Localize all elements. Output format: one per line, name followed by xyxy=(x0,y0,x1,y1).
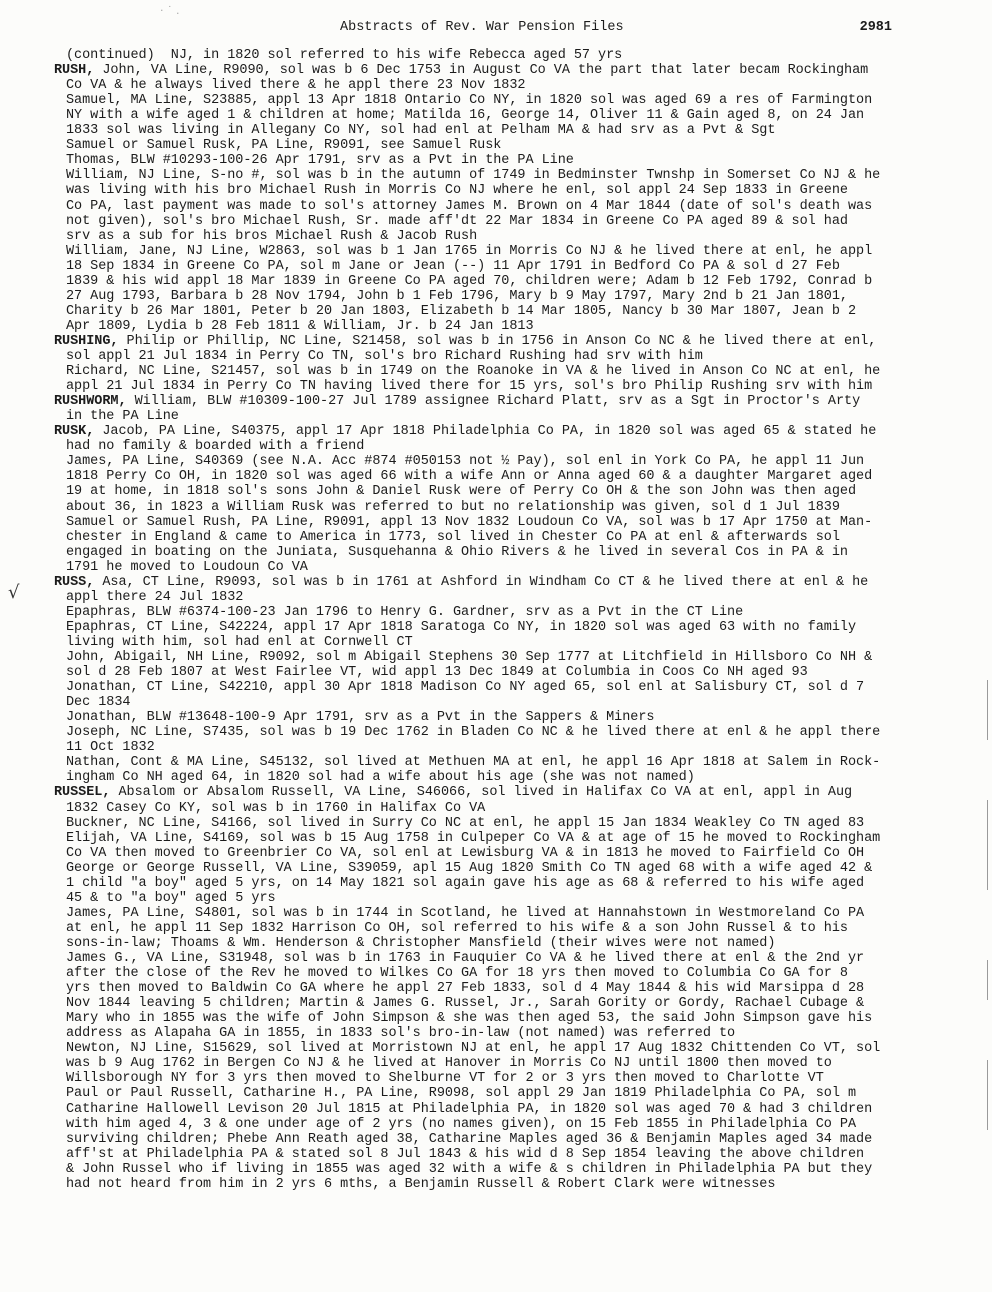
entry-text: Samuel, MA Line, S23885, appl 13 Apr 1818 Ontario Co NY, in 1820 sol was aged 69 a res of Farmington xyxy=(66,93,873,109)
entry-heading-line xyxy=(54,394,860,409)
entry-text: 1818 Perry Co OH, in 1820 sol was aged 66 with a wife Ann or Anna aged 60 & a daughter Margaret aged xyxy=(66,469,873,485)
entry-text-line xyxy=(66,1177,775,1192)
entry-text-line xyxy=(66,695,131,710)
entry-text: Philip or Phillip, NC Line, S21458, sol was b in 1756 in Anson Co NC & he lived there at enl, xyxy=(118,333,877,349)
entry-text-line xyxy=(66,153,574,168)
entry-text-line xyxy=(66,1117,856,1132)
entry-text: not given), sol's bro Michael Rush, Sr. made aff'dt 22 Mar 1834 in Greene Co PA aged 89 & sol had xyxy=(66,213,848,229)
entry-text: William, NJ Line, S-no #, sol was b in the autumn of 1749 in Bedminster Twnshp in Somerset Co NJ & he xyxy=(66,168,881,184)
entry-text-line xyxy=(66,289,848,304)
entry-surname: RUSSEL, xyxy=(54,785,111,801)
entry-text-line xyxy=(66,665,808,680)
page-header xyxy=(0,20,992,38)
entry-text: Epaphras, BLW #6374-100-23 Jan 1796 to Henry G. Gardner, srv as a Pvt in the CT Line xyxy=(66,604,744,620)
entry-text: 18 Sep 1834 in Greene Co PA, sol m Jane or Jean (--) 11 Apr 1791 in Bedford Co PA & sol d 27 Feb xyxy=(66,258,840,274)
entry-text: Richard, NC Line, S21457, sol was b in 1749 on the Roanoke in VA & he lived in Anson Co NC at enl, he xyxy=(66,364,881,380)
entry-text: Paul or Paul Russell, Catharine H., PA Line, R9098, sol appl 29 Jan 1819 Philadelphia Co PA, sol m xyxy=(66,1086,857,1102)
entry-text-line xyxy=(66,770,695,785)
entry-text: NY with a wife aged 1 & children at home; Matilda 16, George 14, Oliver 11 & Gain aged 8, on 24 Jan xyxy=(66,108,865,124)
entry-text-line xyxy=(66,304,856,319)
entry-text: appl 21 Jul 1834 in Perry Co TN having lived there for 15 yrs, sol's bro Philip Rushing srv with him xyxy=(66,379,873,395)
page-number: 2981 xyxy=(859,20,892,35)
entry-text: Co VA then moved to Greenbrier Co VA, sol enl at Lewisburg VA & in 1813 he moved to Fairfield Co OH xyxy=(66,845,865,861)
entry-text-line xyxy=(66,199,872,214)
entry-text-line xyxy=(66,349,703,364)
entry-text: 1 child "a boy" aged 5 yrs, on 14 May 1821 sol again gave his age as 68 & referred to his wife aged xyxy=(66,875,865,891)
entry-text-line xyxy=(66,710,654,725)
entry-surname: RUSS, xyxy=(54,574,95,590)
entry-text: Jonathan, CT Line, S42210, appl 30 Apr 1818 Madison Co NY aged 65, sol enl at Salisbury CT, sol d 7 xyxy=(66,680,865,696)
entry-text: after the close of the Rev he moved to Wilkes Co GA for 18 yrs then moved to Columbia Co GA for 8 xyxy=(66,966,848,982)
entry-text: Elijah, VA Line, S4169, sol was b 15 Aug 1758 in Culpeper Co VA & at age of 15 he moved to Rockingham xyxy=(66,830,881,846)
entry-text: William, Jane, NJ Line, W2863, sol was b 1 Jan 1765 in Morris Co NJ & he lived there at enl, he appl xyxy=(66,243,873,259)
entry-text: Willsborough NY for 3 yrs then moved to Shelburne VT for 2 or 3 yrs then moved to Charlotte VT xyxy=(66,1071,824,1087)
entry-text: Jacob, PA Line, S40375, appl 17 Apr 1818 Philadelphia Co PA, in 1820 sol was aged 65 & stated he xyxy=(94,424,877,440)
entry-surname: RUSHWORM, xyxy=(54,394,127,410)
entry-text: Jonathan, BLW #13648-100-9 Apr 1791, srv as a Pvt in the Sappers & Miners xyxy=(66,710,655,726)
entry-heading-line xyxy=(54,575,868,590)
entry-text-line xyxy=(66,1026,735,1041)
entry-text-line xyxy=(66,951,864,966)
entry-text-line xyxy=(66,274,872,289)
entry-text: Charity b 26 Mar 1801, Peter b 20 Jan 1803, Elizabeth b 14 Mar 1805, Nancy b 30 Mar 1807, Jean b 2 xyxy=(66,303,857,319)
entry-heading-line xyxy=(54,785,852,800)
entry-text-line xyxy=(66,831,880,846)
entry-text-line xyxy=(66,364,880,379)
entry-text-line xyxy=(66,439,364,454)
entry-text-line xyxy=(66,48,622,63)
entry-text-line xyxy=(66,680,864,695)
entry-text-line xyxy=(66,229,477,244)
entry-text-line xyxy=(66,454,864,469)
entry-text: Thomas, BLW #10293-100-26 Apr 1791, srv as a Pvt in the PA Line xyxy=(66,153,574,169)
margin-check-mark: √ xyxy=(8,582,20,603)
entry-text: 1832 Casey Co KY, sol was b in 1760 in Halifax Co VA xyxy=(66,800,486,816)
entry-text: Epaphras, CT Line, S42224, appl 17 Apr 1818 Saratoga Co NY, in 1820 sol was aged 63 with no family xyxy=(66,619,857,635)
entry-text: engaged in boating on the Juniata, Susquehanna & Ohio Rivers & he lived in several Cos in PA & in xyxy=(66,544,848,560)
entry-text: at enl, he appl 11 Sep 1832 Harrison Co OH, sol referred to his wife & a son John Russel & to his xyxy=(66,920,848,936)
entry-text-line xyxy=(66,966,848,981)
entry-text-line xyxy=(66,183,848,198)
entry-text-line xyxy=(66,1132,872,1147)
entry-text-line xyxy=(66,1147,864,1162)
entry-surname: RUSK, xyxy=(54,424,95,440)
entry-text: sol d 28 Feb 1807 at West Fairlee VT, wid appl 13 Dec 1849 at Columbia in Coos Co NH aged 93 xyxy=(66,665,808,681)
entry-text-line xyxy=(66,1086,856,1101)
entry-text-line xyxy=(66,755,880,770)
entry-text: aff'st at Philadelphia PA & stated sol 8 Jul 1843 & his wid d 8 Sep 1854 leaving the above children xyxy=(66,1146,865,1162)
entry-text: Mary who in 1855 was the wife of John Simpson & she was then aged 53, the said John Simpson gave his xyxy=(66,1011,873,1027)
entry-text: John, VA Line, R9090, sol was b 6 Dec 1753 in August Co VA the part that later becam Rockingham xyxy=(94,63,869,79)
entry-text: ingham Co NH aged 64, in 1820 sol had a wife about his age (she was not named) xyxy=(66,770,695,786)
entry-text-line xyxy=(66,244,872,259)
entry-text: Nov 1844 leaving 5 children; Martin & James G. Russel, Jr., Sarah Gority or Gordy, Rachael Cubage & xyxy=(66,996,865,1012)
entry-text-line xyxy=(66,801,485,816)
entry-text: appl there 24 Jul 1832 xyxy=(66,589,244,605)
entry-text: in the PA Line xyxy=(66,409,179,425)
entry-text-line xyxy=(66,259,840,274)
entry-text: 27 Aug 1793, Barbara b 28 Nov 1794, John b 1 Feb 1796, Mary b 9 May 1797, Mary 2nd b 21 Jan 1801, xyxy=(66,288,848,304)
entry-text: was b 9 Aug 1762 in Bergen Co NJ & he lived at Hanover in Morris Co NJ until 1800 then moved to xyxy=(66,1056,832,1072)
entry-text-line xyxy=(66,981,864,996)
entry-text-line xyxy=(66,78,526,93)
entry-text-line xyxy=(66,545,848,560)
entry-text-line xyxy=(66,1071,824,1086)
entry-text-line xyxy=(66,1102,872,1117)
entry-text-line xyxy=(66,635,413,650)
entry-text: had no family & boarded with a friend xyxy=(66,439,365,455)
entry-text: yrs then moved to Baldwin Co GA where he appl 27 Feb 1833, sol d 4 May 1844 & his wid Marsippa d 28 xyxy=(66,981,865,997)
entry-text: Apr 1809, Lydia b 28 Feb 1811 & William, Jr. b 24 Jan 1813 xyxy=(66,318,534,334)
entry-text: James G., VA Line, S31948, sol was b in 1763 in Fauquier Co VA & he lived there at enl & the 2nd yr xyxy=(66,951,865,966)
entry-text-line xyxy=(66,620,856,635)
entry-text: srv as a sub for his bros Michael Rush & Jacob Rush xyxy=(66,228,478,244)
entry-text: 1833 sol was living in Allegany Co NY, sol had enl at Pelham MA & had srv as a Pvt & Sgt xyxy=(66,123,776,139)
entry-text-line xyxy=(66,650,872,665)
entry-text: living with him, sol had enl at Cornwell CT xyxy=(66,634,413,650)
entry-text: William, BLW #10309-100-27 Jul 1789 assignee Richard Platt, srv as a Sgt in Proctor's Arty xyxy=(126,394,861,410)
entry-text-line xyxy=(66,319,534,334)
entry-text: Dec 1834 xyxy=(66,695,131,711)
entry-text: had not heard from him in 2 yrs 6 mths, a Benjamin Russell & Robert Clark were witnesses xyxy=(66,1176,776,1192)
entry-text: Samuel or Samuel Rush, PA Line, R9091, appl 13 Nov 1832 Loudoun Co VA, sol was b 17 Apr 1750 at Man- xyxy=(66,514,873,530)
entry-text: Joseph, NC Line, S7435, sol was b 19 Dec 1762 in Bladen Co NC & he lived there at enl & he appl there xyxy=(66,725,881,741)
entry-heading-line xyxy=(54,63,868,78)
entry-text-line xyxy=(66,816,864,831)
entry-text: 1839 & his wid appl 18 Mar 1839 in Greene Co PA aged 70, children were; Adam b 12 Feb 1792, Conrad b xyxy=(66,273,873,289)
entry-text-line xyxy=(66,123,775,138)
scan-edge-marks xyxy=(976,0,992,1292)
entry-text-line xyxy=(66,93,872,108)
entry-text: 19 at home, in 1818 sol's sons John & Daniel Rusk were of Perry Co OH & the son John was then aged xyxy=(66,484,857,500)
entry-text-line xyxy=(66,936,775,951)
entry-surname: RUSHING, xyxy=(54,333,119,349)
entry-text: sol appl 21 Jul 1834 in Perry Co TN, sol's bro Richard Rushing had srv with him xyxy=(66,349,703,364)
entry-text-line xyxy=(66,590,243,605)
scan-speck: · ˙ . xyxy=(160,4,180,17)
entry-text-line xyxy=(66,876,864,891)
entry-text-line xyxy=(66,1011,872,1026)
entry-text: Catharine Hallowell Levison 20 Jul 1815 at Philadelphia PA, in 1820 sol was aged 70 & had 3 children xyxy=(66,1101,873,1117)
entry-heading-line xyxy=(54,424,876,439)
entry-text: & John Russel who if living in 1855 was aged 32 with a wife & s children in Philadelphia PA but they xyxy=(66,1161,873,1177)
entry-text-line xyxy=(66,921,848,936)
entry-text-line xyxy=(66,846,864,861)
entry-text-line xyxy=(66,500,840,515)
entry-text: 1791 he moved to Loudoun Co VA xyxy=(66,559,308,575)
entry-text-line xyxy=(66,484,856,499)
entry-text-line xyxy=(66,214,848,229)
entry-text-line xyxy=(66,725,880,740)
entry-text-line xyxy=(66,379,872,394)
entry-text: Nathan, Cont & MA Line, S45132, sol lived at Methuen MA at enl, he appl 16 Apr 1818 at Salem in Rock- xyxy=(66,755,881,771)
page-title: Abstracts of Rev. War Pension Files xyxy=(340,20,624,35)
entry-text: George or George Russell, VA Line, S39059, apl 15 Aug 1820 Smith Co TN aged 68 with a wife aged 42 & xyxy=(66,860,873,876)
entry-text-line xyxy=(66,906,864,921)
entry-text-line xyxy=(66,138,501,153)
entry-text-line xyxy=(66,861,872,876)
entry-text: James, PA Line, S4801, sol was b in 1744 in Scotland, he lived at Hannahstown in Westmoreland Co PA xyxy=(66,905,865,921)
entry-text-line xyxy=(66,168,880,183)
entry-text: (continued) NJ, in 1820 sol referred to his wife Rebecca aged 57 yrs xyxy=(66,48,623,63)
entry-text-line xyxy=(66,560,308,575)
entry-text: Co VA & he always lived there & he appl there 23 Nov 1832 xyxy=(66,78,526,94)
entry-text-line xyxy=(66,469,872,484)
entry-text: with him aged 4, 3 & one under age of 2 yrs (no names given), on 15 Feb 1855 in Philadelphia Co PA xyxy=(66,1116,857,1132)
entry-text-line xyxy=(66,1056,832,1071)
entry-text: Absalom or Absalom Russell, VA Line, S46066, sol lived in Halifax Co VA at enl, appl in Aug xyxy=(110,785,853,801)
entry-text-line xyxy=(66,409,179,424)
entry-text-line xyxy=(66,530,840,545)
entry-text: sons-in-law; Thoams & Wm. Henderson & Christopher Mansfield (their wives were not named) xyxy=(66,935,776,951)
entry-text: 11 Oct 1832 xyxy=(66,740,155,756)
entry-text: address as Alapaha GA in 1855, in 1833 sol's bro-in-law (not named) was referred to xyxy=(66,1026,736,1042)
entry-text: chester in England & came to America in 1773, sol lived in Chester Co PA at enl & afterwards sol xyxy=(66,529,840,545)
entry-text-line xyxy=(66,740,155,755)
entry-text-line xyxy=(66,996,864,1011)
entry-text-line xyxy=(66,1162,872,1177)
entry-heading-line xyxy=(54,334,876,349)
entry-text-line xyxy=(66,108,864,123)
entry-text: John, Abigail, NH Line, R9092, sol m Abigail Stephens 30 Sep 1777 at Litchfield in Hillsboro Co NH & xyxy=(66,650,873,665)
entry-text-line xyxy=(66,1041,880,1056)
entry-text: surviving children; Phebe Ann Reath aged 38, Catharine Maples aged 36 & Benjamin Maples aged 34 made xyxy=(66,1131,873,1147)
entry-text: was living with his bro Michael Rush in Morris Co NJ where he enl, sol appl 24 Sep 1833 in Greene xyxy=(66,183,848,199)
entry-text: 45 & to "a boy" aged 5 yrs xyxy=(66,890,276,906)
entry-text: Asa, CT Line, R9093, sol was b in 1761 at Ashford in Windham Co CT & he lived there at enl & he xyxy=(94,574,869,590)
entry-surname: RUSH, xyxy=(54,63,95,79)
entry-text-line xyxy=(66,605,743,620)
entry-text: Samuel or Samuel Rusk, PA Line, R9091, see Samuel Rusk xyxy=(66,138,502,154)
entry-text: Buckner, NC Line, S4166, sol lived in Surry Co NC at enl, he appl 15 Jan 1834 Weakley Co TN aged 83 xyxy=(66,815,865,831)
entry-text: Newton, NJ Line, S15629, sol lived at Morristown NJ at enl, he appl 17 Aug 1832 Chittenden Co VT, sol xyxy=(66,1041,881,1057)
entry-text: James, PA Line, S40369 (see N.A. Acc #874 #050153 not ½ Pay), sol enl in York Co PA, he appl 11 Jun xyxy=(66,454,865,470)
entry-text-line xyxy=(66,891,276,906)
entry-text: about 36, in 1823 a William Rusk was referred to but no relationship was given, sol d 1 Jul 1839 xyxy=(66,499,840,515)
entry-text: Co PA, last payment was made to sol's attorney James M. Brown on 4 Mar 1844 (date of sol's death was xyxy=(66,198,873,214)
entry-text-line xyxy=(66,515,872,530)
